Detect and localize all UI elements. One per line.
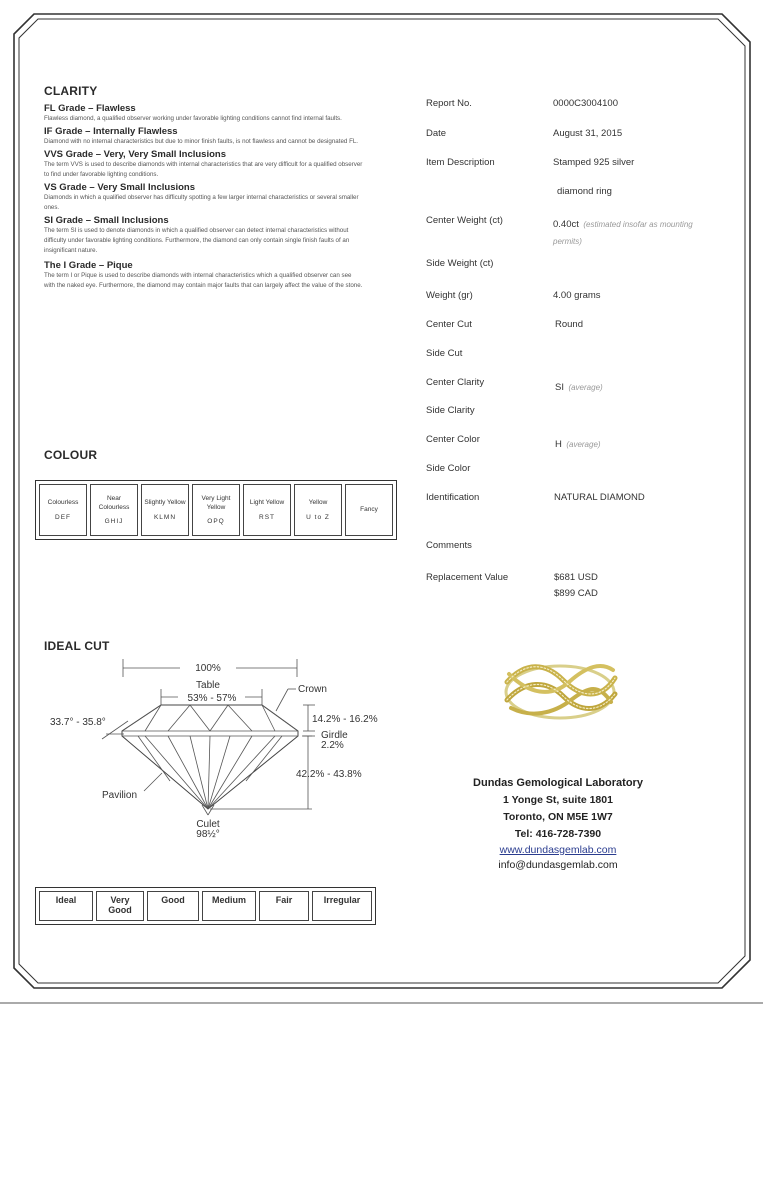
colour-cell bbox=[345, 484, 393, 536]
clarity-grade-vvs bbox=[44, 149, 364, 180]
lab-info bbox=[450, 777, 666, 871]
width-label: 100% bbox=[195, 663, 221, 674]
field-note: (average) bbox=[568, 383, 603, 392]
girdle-value: 2.2% bbox=[321, 740, 344, 751]
clarity-grade-vs bbox=[44, 182, 364, 213]
colour-cell bbox=[192, 484, 240, 536]
field-value: $681 USD bbox=[554, 572, 598, 583]
culet-value: 98½° bbox=[196, 829, 220, 840]
colour-heading: COLOUR bbox=[44, 448, 98, 462]
grade-description: Diamonds in which a qualified observer has difficulty spotting a few larger internal characteristics or several smaller ones. bbox=[44, 194, 359, 211]
field-label: Center Cut bbox=[426, 319, 472, 330]
field-value: 4.00 grams bbox=[553, 290, 601, 301]
clarity-grade-fl bbox=[44, 103, 364, 124]
field-note: (estimated insofar as mounting permits) bbox=[553, 220, 693, 246]
lab-website-link[interactable]: www.dundasgemlab.com bbox=[499, 844, 617, 856]
grade-title: VVS Grade – Very, Very Small Inclusions bbox=[44, 149, 226, 160]
field-value: NATURAL DIAMOND bbox=[554, 492, 645, 503]
field-label: Report No. bbox=[426, 98, 472, 109]
colour-name: Near Colourless bbox=[98, 495, 130, 511]
culet-label: Culet bbox=[196, 819, 220, 830]
crown-angle: 33.7° - 35.8° bbox=[50, 717, 106, 728]
grade-description: The term VVS is used to describe diamonds with internal characteristics that are very difficult for a qualified observer to find under favorable lighting conditions. bbox=[44, 161, 363, 178]
ideal-cut-heading: IDEAL CUT bbox=[44, 639, 110, 653]
colour-scale-table bbox=[35, 480, 397, 540]
cut-grade-cell: Ideal bbox=[39, 891, 93, 921]
field-value: Stamped 925 silver bbox=[553, 157, 635, 168]
colour-name: Slightly Yellow bbox=[144, 499, 186, 507]
lab-address-line1: 1 Yonge St, suite 1801 bbox=[503, 794, 613, 806]
field-label: Item Description bbox=[426, 157, 495, 168]
field-label: Side Clarity bbox=[426, 405, 475, 416]
cut-grade-cell: Very Good bbox=[96, 891, 144, 921]
colour-cell bbox=[294, 484, 342, 536]
field-label: Date bbox=[426, 128, 447, 139]
cut-grade-cell: Irregular bbox=[312, 891, 372, 921]
lab-name: Dundas Gemological Laboratory bbox=[473, 777, 643, 789]
grade-description: The term I or Pique is used to describe diamonds with internal characteristics which a qualified observer can see with the naked eye. Furthermore, the diamond may contain major faults that can largely affect the value of the stone. bbox=[44, 272, 363, 289]
pavilion-label: Pavilion bbox=[102, 790, 138, 801]
grade-description: Diamond with no internal characteristics but due to minor finish faults, is not flawless and cannot be designated FL. bbox=[44, 138, 359, 145]
colour-name: Light Yellow bbox=[249, 499, 285, 507]
field-label: Side Weight (ct) bbox=[426, 258, 494, 269]
diamond-proportions-diagram bbox=[40, 655, 378, 845]
field-value: Round bbox=[555, 319, 583, 330]
table-label: Table bbox=[196, 680, 220, 691]
field-value: SI bbox=[555, 382, 564, 393]
field-value: diamond ring bbox=[557, 186, 612, 197]
cut-grade-cell: Medium bbox=[202, 891, 256, 921]
field-value: $899 CAD bbox=[554, 588, 598, 599]
field-label: Side Cut bbox=[426, 348, 463, 359]
colour-cell bbox=[243, 484, 291, 536]
field-label: Center Color bbox=[426, 434, 480, 445]
colour-cell bbox=[39, 484, 87, 536]
field-value: August 31, 2015 bbox=[553, 128, 623, 139]
center-color-value bbox=[555, 434, 601, 452]
colour-grades: OPQ bbox=[207, 518, 225, 525]
field-label: Weight (gr) bbox=[426, 290, 473, 301]
crown-height: 14.2% - 16.2% bbox=[312, 714, 378, 725]
clarity-grade-list bbox=[44, 103, 364, 291]
field-value: 0.40ct bbox=[553, 219, 579, 230]
cut-grade-table bbox=[35, 887, 376, 925]
colour-name: Very Light Yellow bbox=[201, 495, 231, 511]
colour-grades: KLMN bbox=[153, 513, 177, 521]
colour-name: Yellow bbox=[308, 499, 328, 507]
field-label: Replacement Value bbox=[426, 572, 509, 583]
field-label: Center Clarity bbox=[426, 377, 485, 388]
cut-grade-cell: Fair bbox=[259, 891, 309, 921]
lab-phone: Tel: 416-728-7390 bbox=[514, 828, 602, 840]
clarity-heading: CLARITY bbox=[44, 84, 98, 98]
table-range: 53% - 57% bbox=[187, 693, 237, 704]
grade-title: IF Grade – Internally Flawless bbox=[44, 126, 178, 137]
colour-cell bbox=[90, 484, 138, 536]
field-label: Side Color bbox=[426, 463, 471, 474]
clarity-grade-si bbox=[44, 215, 364, 256]
field-value: H bbox=[555, 439, 562, 450]
center-weight-value bbox=[553, 215, 703, 249]
colour-grades: RST bbox=[259, 513, 275, 521]
lab-address-line2: Toronto, ON M5E 1W7 bbox=[503, 811, 613, 823]
field-label: Center Weight (ct) bbox=[426, 215, 503, 226]
grade-description: Flawless diamond, a qualified observer working under favorable lighting conditions cannot find internal faults. bbox=[44, 115, 342, 122]
colour-grades: GHIJ bbox=[104, 518, 124, 525]
ring-photo bbox=[495, 652, 625, 727]
colour-grades: U to Z bbox=[306, 513, 330, 521]
lab-email: info@dundasgemlab.com bbox=[498, 859, 618, 871]
crown-label: Crown bbox=[298, 684, 327, 695]
colour-name: Colourless bbox=[47, 499, 79, 507]
field-label: Identification bbox=[426, 492, 480, 503]
grade-title: VS Grade – Very Small Inclusions bbox=[44, 182, 196, 193]
field-note: (average) bbox=[566, 440, 601, 449]
grade-title: The I Grade – Pique bbox=[44, 260, 133, 271]
girdle-label: Girdle bbox=[321, 730, 348, 741]
grade-description: The term SI is used to denote diamonds in which a qualified observer can detect internal characteristics without difficulty under favorable lighting conditions. Furthermore, the diamond can only contain single finish faults of an insignificant nature. bbox=[44, 227, 350, 254]
center-clarity-value bbox=[555, 377, 603, 395]
field-value: 0000C3004100 bbox=[553, 98, 618, 109]
clarity-grade-if bbox=[44, 126, 364, 147]
cut-grade-cell: Good bbox=[147, 891, 199, 921]
colour-name: Fancy bbox=[360, 505, 378, 513]
grade-title: FL Grade – Flawless bbox=[44, 103, 136, 114]
pavilion-depth: 42.2% - 43.8% bbox=[296, 769, 362, 780]
colour-cell bbox=[141, 484, 189, 536]
clarity-grade-i bbox=[44, 260, 364, 291]
colour-grades: DEF bbox=[55, 513, 71, 521]
grade-title: SI Grade – Small Inclusions bbox=[44, 215, 169, 226]
field-label: Comments bbox=[426, 540, 472, 551]
